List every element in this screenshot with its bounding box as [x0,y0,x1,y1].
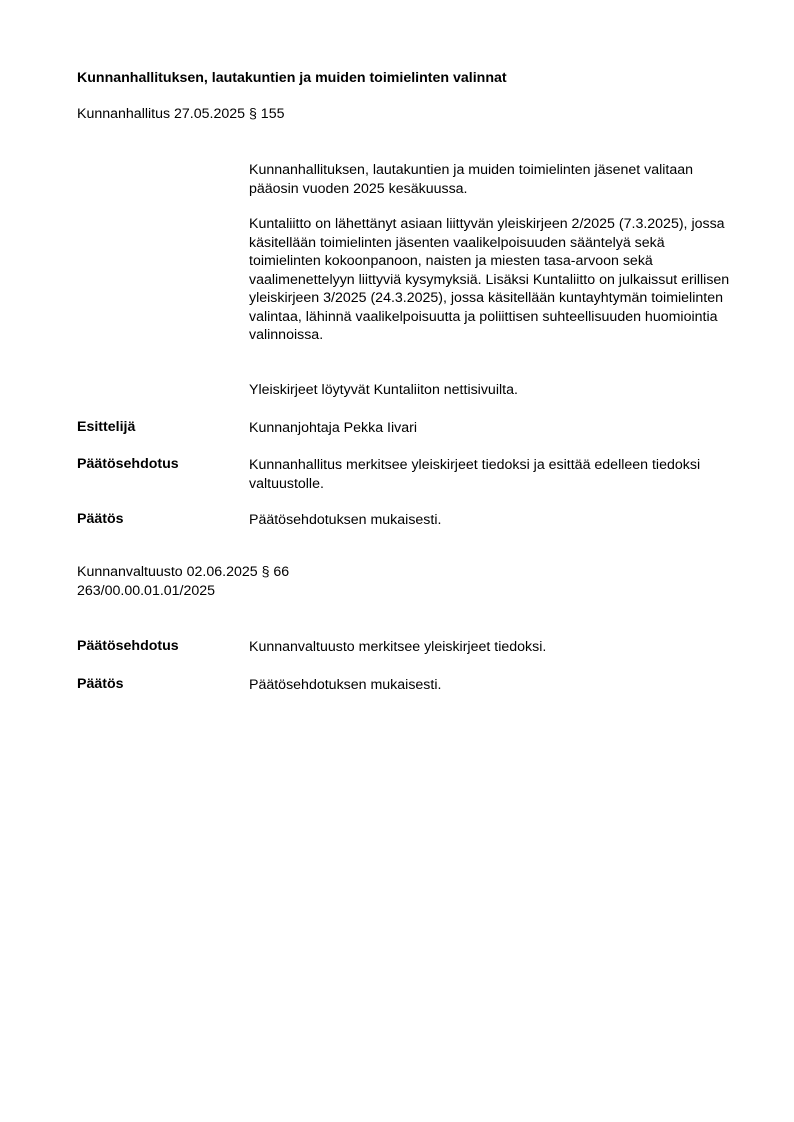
paragraph-1: Kunnanhallituksen, lautakuntien ja muiden toimielinten jäsenet valitaan pääosin vuoden 2025 kesäkuussa. [249,162,694,197]
paragraph-2: Kuntaliitto on lähettänyt asiaan liittyvän yleiskirjeen 2/2025 (7.3.2025), jossa käsitellään toimielinten jäsenten vaalikelpoisuuden sääntelyä sekä toimielinten kokoonpanoon, naisten ja miesten tasa-arvoon sekä vaalimenettelyyn liittyviä kysymyksiä. Lisäksi Kuntaliitto on julkaissut erillisen yleiskirjeen 3/2025 (24.3.2025), jossa käsitellään kuntayhtymän toimielinten valintaa, lähinnä vaalikelpoisuutta ja poliittisen suhteellisuuden huomiointia valinnoissa. [249,216,730,343]
board-meeting-reference: Kunnanhallitus 27.05.2025 § 155 [77,106,285,122]
board-decision-label: Päätös [77,511,124,527]
presenter-value: Kunnanjohtaja Pekka Iivari [249,420,417,436]
board-proposal-value: Kunnanhallitus merkitsee yleiskirjeet tiedoksi ja esittää edelleen tiedoksi valtuustolle. [249,457,701,492]
record-number: 263/00.00.01.01/2025 [77,583,216,599]
council-decision-value: Päätösehdotuksen mukaisesti. [249,677,442,693]
council-meeting-reference: Kunnanvaltuusto 02.06.2025 § 66 [77,564,290,580]
paragraph-3: Yleiskirjeet löytyvät Kuntaliiton nettisivuilta. [249,382,518,398]
council-decision-label: Päätös [77,676,124,692]
board-decision-value: Päätösehdotuksen mukaisesti. [249,512,442,528]
council-proposal-value: Kunnanvaltuusto merkitsee yleiskirjeet tiedoksi. [249,639,547,655]
council-proposal-label: Päätösehdotus [77,638,179,654]
presenter-label: Esittelijä [77,419,136,435]
document-title: Kunnanhallituksen, lautakuntien ja muiden toimielinten valinnat [77,70,507,86]
board-proposal-label: Päätösehdotus [77,456,179,472]
